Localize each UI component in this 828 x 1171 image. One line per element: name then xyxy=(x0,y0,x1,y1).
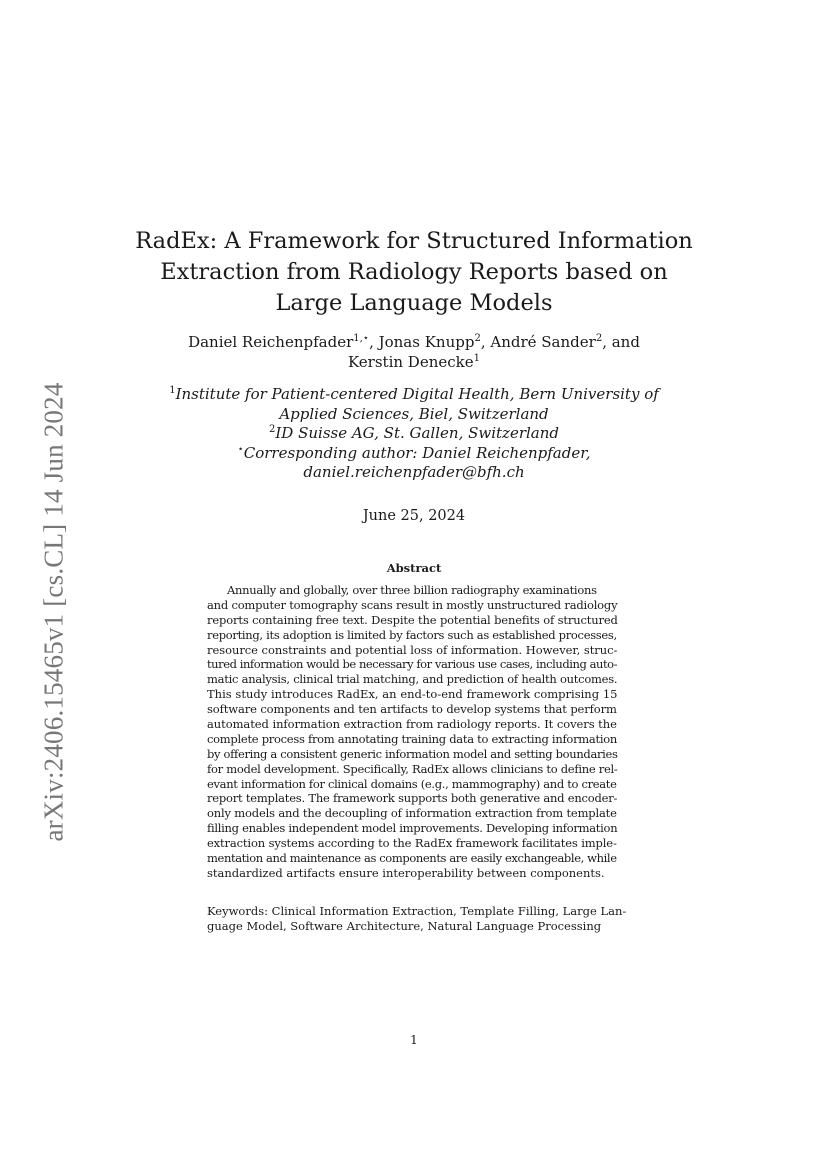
abstract-body xyxy=(207,583,617,881)
corresponding-email: daniel.reichenpfader@bfh.ch xyxy=(303,463,525,481)
author-affiliation-marker: 1 xyxy=(473,353,480,364)
abstract-line: standardized artifacts ensure interoperability between components. xyxy=(207,865,605,880)
publication-date: June 25, 2024 xyxy=(362,508,466,524)
abstract-line: reports containing free text. Despite the potential benefits of structured xyxy=(207,612,618,627)
author-line xyxy=(130,332,698,352)
author-affiliation-marker: 2 xyxy=(474,333,481,344)
affiliation-marker: 1 xyxy=(169,385,176,396)
abstract-line: report templates. The framework supports both generative and encoder- xyxy=(207,791,618,806)
keywords-line: Keywords: Clinical Information Extraction, Template Filling, Large Lan- xyxy=(207,904,627,918)
affiliation-line xyxy=(130,424,698,444)
abstract-line: matic analysis, clinical trial matching, and prediction of health outcomes. xyxy=(207,672,618,687)
author-name: , Jonas Knupp xyxy=(369,333,475,351)
author-name: Kerstin Denecke xyxy=(348,353,474,371)
abstract-line: evant information for clinical domains (e.g., mammography) and to create xyxy=(207,776,617,791)
abstract-line: software components and ten artifacts to develop systems that perform xyxy=(207,702,617,717)
abstract-line: resource constraints and potential loss of information. However, struc- xyxy=(207,642,618,657)
abstract-line: reporting, its adoption is limited by factors such as established processes, xyxy=(207,627,617,642)
abstract-line: complete process from annotating training data to extracting information xyxy=(207,731,618,746)
title-line: Extraction from Radiology Reports based on xyxy=(160,259,668,285)
abstract-line: by offering a consistent generic information model and setting boundaries xyxy=(207,746,618,761)
abstract-line: This study introduces RadEx, an end-to-end framework comprising 15 xyxy=(207,687,618,702)
title-line: RadEx: A Framework for Structured Information xyxy=(135,228,693,254)
abstract-line: Annually and globally, over three billion radiography examinations xyxy=(227,583,597,597)
abstract-heading: Abstract xyxy=(386,561,442,575)
affiliation-list xyxy=(130,385,698,483)
abstract-line: only models and the decoupling of information extraction from template xyxy=(207,806,617,821)
keywords xyxy=(207,904,627,934)
abstract-line: extraction systems according to the RadEx framework facilitates imple- xyxy=(207,836,617,851)
abstract-line: and computer tomography scans result in mostly unstructured radiology xyxy=(207,597,618,612)
affiliation-line: Applied Sciences, Biel, Switzerland xyxy=(279,404,549,423)
author-line xyxy=(130,352,698,372)
corresponding-author-line xyxy=(130,444,698,464)
abstract-line: for model development. Specifically, RadEx allows clinicians to define rel- xyxy=(207,761,618,776)
author-separator: , and xyxy=(602,333,640,351)
paper-title xyxy=(130,226,698,319)
affiliation-line xyxy=(130,385,698,405)
arxiv-identifier: arXiv:2406.15465v1 [cs.CL] 14 Jun 2024 xyxy=(38,382,69,842)
abstract-line: filling enables independent model improvements. Developing information xyxy=(207,821,618,836)
abstract-line: mentation and maintenance as components are easily exchangeable, while xyxy=(207,851,617,866)
affiliation-text: Institute for Patient-centered Digital Health, Bern University of xyxy=(175,385,659,403)
author-name: Daniel Reichenpfader xyxy=(188,333,354,351)
author-affiliation-marker: 2 xyxy=(595,333,603,344)
page-number: 1 xyxy=(410,1033,418,1047)
author-list xyxy=(130,332,698,372)
affiliation-marker: 2 xyxy=(268,424,276,435)
corresponding-marker: ⋆ xyxy=(237,443,244,455)
author-affiliation-marker: 1,⋆ xyxy=(353,333,370,344)
abstract-line: tured information would be necessary for various use cases, including auto- xyxy=(207,657,618,672)
affiliation-text: ID Suisse AG, St. Gallen, Switzerland xyxy=(275,424,559,442)
abstract-line: automated information extraction from radiology reports. It covers the xyxy=(207,717,617,732)
keywords-line: guage Model, Software Architecture, Natural Language Processing xyxy=(207,919,602,933)
title-line: Large Language Models xyxy=(275,290,553,316)
corresponding-author-text: Corresponding author: Daniel Reichenpfader, xyxy=(243,443,591,462)
author-name: , André Sander xyxy=(480,333,596,351)
